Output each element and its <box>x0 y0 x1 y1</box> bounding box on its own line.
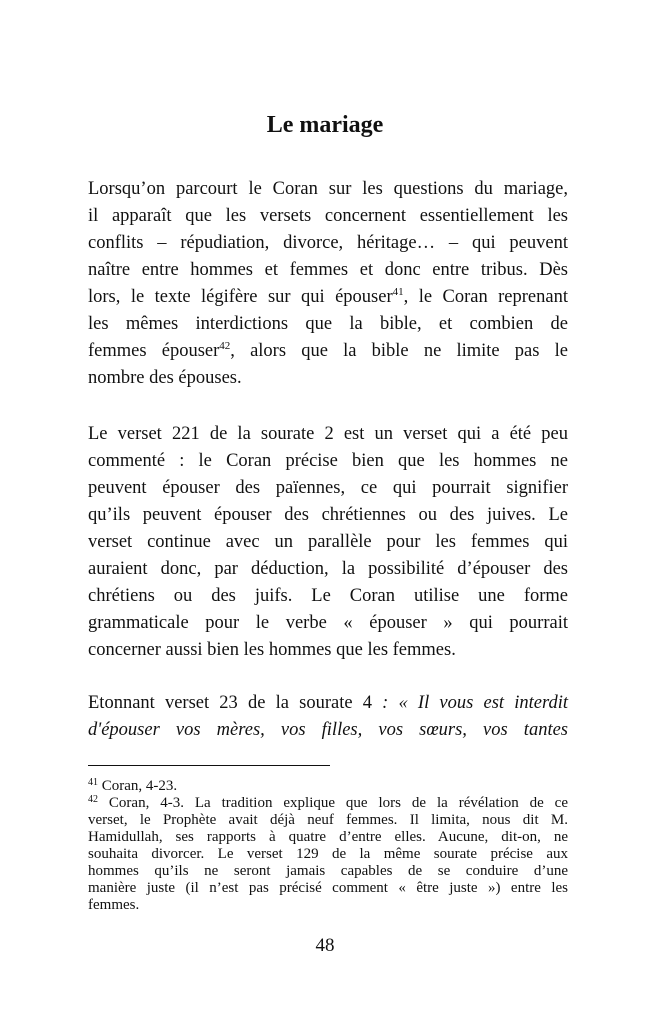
text-line <box>88 448 568 475</box>
footnote-ref: 42 <box>219 340 231 352</box>
text-line <box>88 311 568 338</box>
text-segment: , le Coran reprenant <box>403 287 568 307</box>
page-number: 48 <box>315 935 335 956</box>
text-segment: il apparaît que les versets concernent essentiellement les <box>88 206 568 226</box>
text-segment: manière juste (il n’est pas précisé comment « être juste ») entre les <box>88 880 568 896</box>
text-segment: Coran, 4-3. La tradition explique que lors de la révélation de ce <box>98 795 568 811</box>
text-segment: d'épouser vos mères, vos filles, vos sœurs, vos tantes <box>88 720 568 740</box>
text-line <box>88 637 568 664</box>
text-line <box>88 176 568 203</box>
text-segment: chrétiens ou des juifs. Le Coran utilise une forme <box>88 586 568 606</box>
text-segment: les mêmes interdictions que la bible, et combien de <box>88 314 568 334</box>
text-segment: hommes qu’ils ne seront jamais capables de se conduire d’une <box>88 863 568 879</box>
footnote-ref: 41 <box>88 777 98 788</box>
text-line <box>88 556 568 583</box>
text-line <box>88 284 568 311</box>
text-line <box>88 829 568 846</box>
text-line <box>88 230 568 257</box>
text-segment: , alors que la bible ne limite pas le <box>230 341 568 361</box>
text-line <box>88 778 568 795</box>
text-line <box>88 880 568 897</box>
text-segment: verset continue avec un parallèle pour les femmes qui <box>88 532 568 552</box>
text-segment: Le verset 221 de la sourate 2 est un verset qui a été peu <box>88 424 568 444</box>
text-line <box>88 583 568 610</box>
paragraph-3 <box>88 690 568 744</box>
text-line <box>88 203 568 230</box>
text-segment: verset, le Prophète avait déjà neuf femmes. Il limita, nous dit M. <box>88 812 568 828</box>
text-line <box>88 529 568 556</box>
text-segment: nombre des épouses. <box>88 368 242 388</box>
chapter-title: Le mariage <box>266 112 384 138</box>
text-segment: Lorsqu’on parcourt le Coran sur les questions du mariage, <box>88 179 568 199</box>
text-segment: femmes épouser <box>88 341 220 361</box>
footnote-ref: 41 <box>392 286 404 298</box>
text-line <box>88 610 568 637</box>
text-line <box>88 846 568 863</box>
text-line <box>88 502 568 529</box>
text-segment: conflits – répudiation, divorce, héritage… – qui peuvent <box>88 233 568 253</box>
text-segment: grammaticale pour le verbe « épouser » qui pourrait <box>88 613 568 633</box>
text-line <box>88 365 568 392</box>
text-line <box>88 475 568 502</box>
text-line <box>88 897 568 914</box>
text-segment: commenté : le Coran précise bien que les hommes ne <box>88 451 568 471</box>
text-line <box>88 717 568 744</box>
text-segment: Coran, 4-23. <box>98 778 178 794</box>
footnote-divider <box>88 765 330 766</box>
footnotes <box>88 778 568 914</box>
text-line <box>88 257 568 284</box>
text-line <box>88 812 568 829</box>
text-segment: lors, le texte légifère sur qui épouser <box>88 287 393 307</box>
text-segment: auraient donc, par déduction, la possibilité d’épouser des <box>88 559 568 579</box>
text-segment: concerner aussi bien les hommes que les femmes. <box>88 640 456 660</box>
paragraph-1 <box>88 176 568 392</box>
text-segment: : « Il vous est interdit <box>382 693 568 713</box>
text-line <box>88 863 568 880</box>
text-line <box>88 795 568 812</box>
footnote-ref: 42 <box>88 794 98 805</box>
text-line <box>88 338 568 365</box>
text-segment: souhaita divorcer. Le verset 129 de la même sourate précise aux <box>88 846 568 862</box>
text-segment: peuvent épouser des païennes, ce qui pourrait signifier <box>88 478 568 498</box>
text-segment: femmes. <box>88 897 140 913</box>
text-segment: Etonnant verset 23 de la sourate 4 <box>88 693 383 713</box>
text-segment: qu’ils peuvent épouser des chrétiennes ou des juives. Le <box>88 505 568 525</box>
paragraph-2 <box>88 421 568 664</box>
text-line <box>88 690 568 717</box>
text-segment: naître entre hommes et femmes et donc entre tribus. Dès <box>88 260 568 280</box>
text-segment: Hamidullah, ses rapports à quatre d’entre elles. Aucune, dit-on, ne <box>88 829 568 845</box>
text-line <box>88 421 568 448</box>
